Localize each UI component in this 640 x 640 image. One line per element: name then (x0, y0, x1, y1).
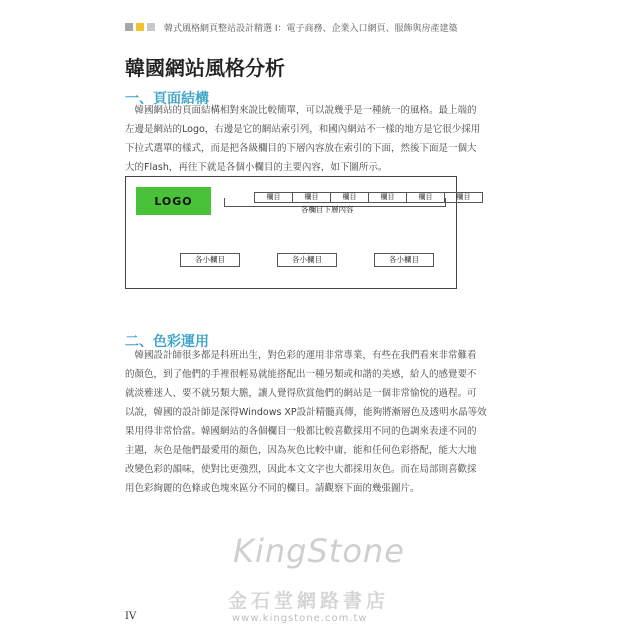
paragraph-line: 用色彩絢麗的色條或色塊來區分不同的欄目。請觀察下面的幾張圖片。 (125, 483, 420, 494)
menu-item: 欄目 (406, 192, 444, 203)
menu-item: 欄目 (444, 192, 483, 203)
paragraph-line: 改變色彩的韻味，使對比更強烈，因此本文文字也大都採用灰色。而在局部則喜歡採 (125, 464, 477, 475)
sub-column-box: 各小欄目 (180, 253, 240, 267)
running-header (125, 20, 458, 34)
logo-block: LOGO (136, 187, 211, 215)
watermark-chinese-name: 金石堂網路書店 (228, 590, 390, 612)
menu-row (254, 192, 483, 203)
paragraph-line: 以說，韓國的設計師是深得Windows XP設計精髓真傳，能夠將漸層色及透明水晶等效 (125, 407, 487, 418)
paragraph-line: 下拉式選單的樣式，而是把各級欄目的下層內容放在索引的下面，然後下面是一個大 (125, 143, 477, 154)
menu-item: 欄目 (368, 192, 406, 203)
submenu-label: 各欄目下層內容 (301, 205, 354, 214)
menu-item: 欄目 (330, 192, 368, 203)
menu-item: 欄目 (254, 192, 292, 203)
paragraph-line: 果用得非常恰當。韓國網站的各個欄目一般都比較喜歡採用不同的色調來表達不同的 (125, 426, 477, 437)
section-paragraph-structure (125, 101, 515, 177)
header-square-yellow-icon (136, 23, 144, 31)
paragraph-line: 就淡雅迷人、要不就另類大膽，讓人覺得欣賞他們的網站是一個非常愉悅的過程。可 (125, 388, 477, 399)
paragraph-line: 大的Flash，再往下就是各個小欄目的主要內容，如下圖所示。 (125, 162, 388, 173)
layout-diagram (125, 176, 471, 289)
page-title: 韓國網站風格分析 (125, 56, 285, 80)
paragraph-line: 韓國設計師很多都是科班出生，對色彩的運用非常專業，有些在我們看來非常難看 (125, 350, 477, 361)
paragraph-line: 韓國網站的頁面結構相對來說比較簡單，可以說幾乎是一種統一的風格。最上端的 (125, 105, 477, 116)
page-number: IV (125, 611, 137, 622)
paragraph-line: 左邊是網站的Logo，右邊是它的網站索引列，和國內網站不一樣的地方是它很少採用 (125, 124, 481, 135)
watermark-brand: KingStone (233, 532, 405, 570)
sub-column-box: 各小欄目 (374, 253, 434, 267)
section-paragraph-color (125, 346, 515, 498)
header-square-gray-icon (125, 23, 133, 31)
sub-column-box: 各小欄目 (277, 253, 337, 267)
paragraph-line: 主題，灰色是他們最愛用的顏色，因為灰色比較中庸，能和任何色彩搭配，能大大地 (125, 445, 477, 456)
paragraph-line: 的顏色，到了他們的手裡很輕易就能搭配出一種另類或和諧的美感，給人的感覺要不 (125, 369, 477, 380)
watermark-url: www.kingstone.com.tw (232, 613, 368, 624)
header-text: 韓式風格網頁整站設計精選 I：電子商務、企業入口網頁、服飾與房產建築 (164, 23, 458, 34)
header-square-lightgray-icon (147, 23, 155, 31)
menu-item: 欄目 (292, 192, 330, 203)
section-heading-structure: 一、頁面結構 (125, 91, 209, 107)
section-heading-color: 二、色彩運用 (125, 334, 209, 350)
